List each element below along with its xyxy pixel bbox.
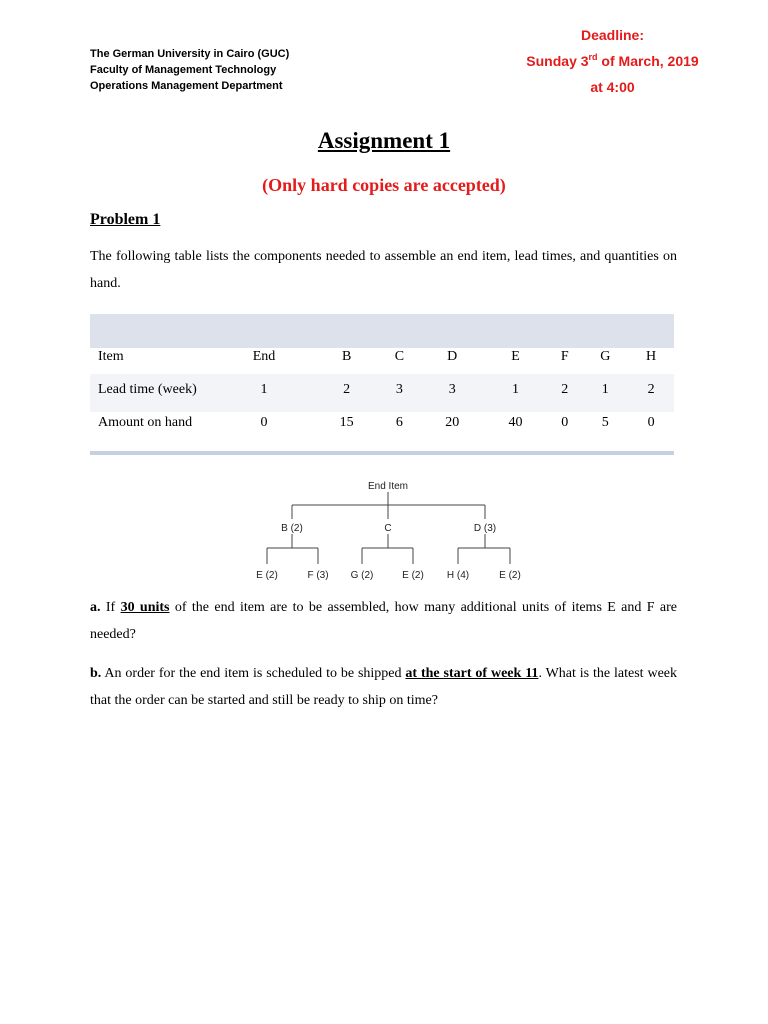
deadline-time: at 4:00 bbox=[590, 79, 635, 95]
deadline-label: Deadline: bbox=[580, 27, 644, 43]
problem-heading: Problem 1 bbox=[90, 211, 161, 228]
table-cell: End bbox=[252, 348, 276, 364]
question-b bbox=[90, 660, 677, 714]
tree-leaf-e-under-b: E (2) bbox=[256, 570, 278, 581]
product-structure-tree bbox=[240, 472, 540, 587]
tree-root-label: End Item bbox=[367, 481, 409, 492]
tree-leaf-h: H (4) bbox=[446, 570, 470, 581]
tree-node-c: C bbox=[384, 523, 392, 534]
question-a-text-1: If bbox=[100, 600, 121, 615]
table-row bbox=[90, 373, 674, 406]
page-title: Assignment 1 bbox=[317, 128, 451, 153]
tree-leaf-e-under-c: E (2) bbox=[402, 570, 424, 581]
tree-node-d: D (3) bbox=[473, 523, 497, 534]
table-cell: 0 bbox=[561, 414, 569, 430]
tree-leaf-g: G (2) bbox=[350, 570, 374, 581]
page-subtitle: (Only hard copies are accepted) bbox=[262, 175, 506, 195]
row-label: Amount on hand bbox=[98, 414, 193, 430]
table-cell: G bbox=[600, 348, 611, 364]
deadline-date-suffix: of March, 2019 bbox=[597, 53, 699, 69]
table-cell: 1 bbox=[511, 381, 519, 397]
table-cell: B bbox=[341, 348, 352, 364]
deadline-date bbox=[505, 48, 720, 74]
table-cell: 2 bbox=[647, 381, 655, 397]
table-cell: C bbox=[394, 348, 405, 364]
table-cell: 5 bbox=[601, 414, 609, 430]
table-cell: E bbox=[511, 348, 520, 364]
table-cell: 20 bbox=[445, 414, 460, 430]
question-a bbox=[90, 594, 677, 648]
question-b-text-1: An order for the end item is scheduled to be shipped bbox=[101, 666, 406, 681]
row-label: Item bbox=[98, 348, 124, 364]
table-bottom-rule bbox=[90, 451, 674, 455]
table-cell: 1 bbox=[601, 381, 609, 397]
intro-paragraph: The following table lists the components needed to assemble an end item, lead times, and quantities on hand. bbox=[90, 249, 677, 291]
question-a-emphasis: 30 units bbox=[120, 600, 170, 615]
table-row bbox=[90, 406, 674, 439]
question-a-label: a. bbox=[90, 600, 101, 615]
components-table bbox=[90, 340, 674, 439]
table-cell: H bbox=[646, 348, 657, 364]
table-cell: 3 bbox=[448, 381, 456, 397]
header-block bbox=[90, 46, 289, 94]
table-cell: 3 bbox=[395, 381, 403, 397]
table-cell: 0 bbox=[647, 414, 655, 430]
table-row bbox=[90, 340, 674, 373]
table-cell: F bbox=[560, 348, 569, 364]
question-a-text-2: of the end item are to be assembled, how many additional units of items E and F are needed? bbox=[90, 600, 677, 642]
tree-node-b: B (2) bbox=[281, 523, 303, 534]
department-name: Operations Management Department bbox=[90, 80, 283, 92]
question-b-text-2: . What is the latest week that the order can be started and still be ready to ship on time? bbox=[90, 666, 678, 708]
question-b-label: b. bbox=[90, 666, 102, 681]
deadline-date-sup: rd bbox=[588, 52, 598, 62]
table-cell: 2 bbox=[343, 381, 351, 397]
table-cell: D bbox=[447, 348, 458, 364]
tree-leaf-f: F (3) bbox=[307, 570, 329, 581]
table-cell: 2 bbox=[561, 381, 569, 397]
table-cell: 0 bbox=[260, 414, 268, 430]
table-cell: 40 bbox=[508, 414, 523, 430]
table-cell: 6 bbox=[395, 414, 403, 430]
deadline-date-prefix: Sunday 3 bbox=[526, 53, 589, 69]
table-cell: 1 bbox=[260, 381, 268, 397]
row-label: Lead time (week) bbox=[98, 381, 197, 397]
table-cell: 15 bbox=[339, 414, 354, 430]
question-b-emphasis: at the start of week 11 bbox=[405, 666, 539, 681]
university-name: The German University in Cairo (GUC) bbox=[90, 48, 290, 60]
faculty-name: Faculty of Management Technology bbox=[90, 64, 277, 76]
tree-leaf-e-under-d: E (2) bbox=[499, 570, 521, 581]
deadline-block bbox=[505, 22, 720, 100]
